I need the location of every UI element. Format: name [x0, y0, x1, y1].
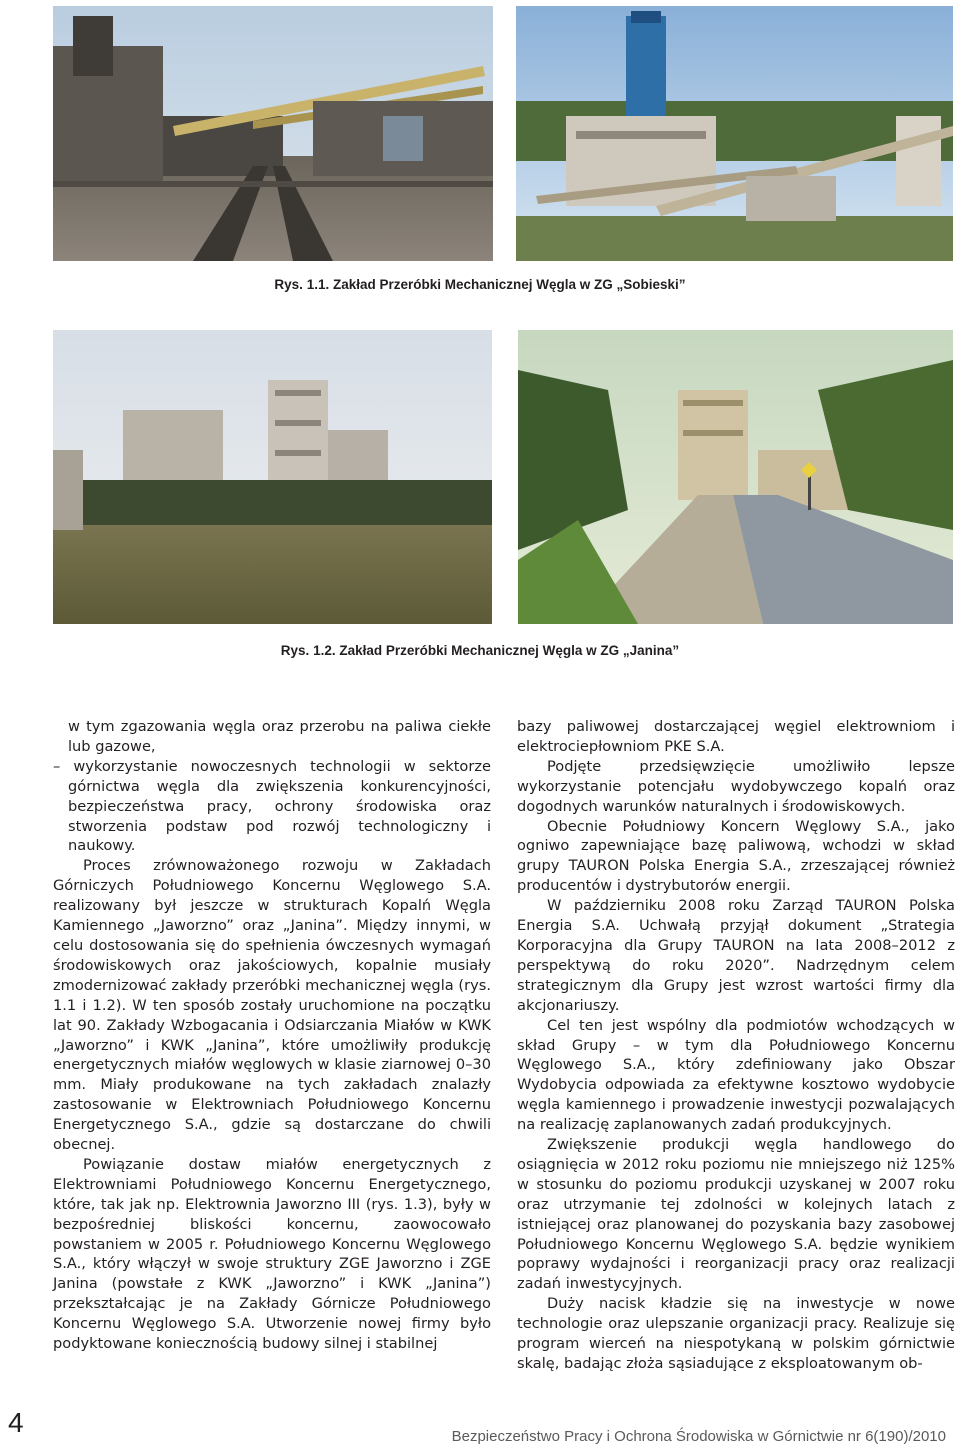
photo-janina-plant-right [518, 330, 953, 624]
bullet-item: – wykorzystanie nowoczesnych technologii w sektorze górnictwa węgla dla zwiększenia konkurencyjności, bezpieczeństwa pracy, ochrony środowiska oraz stworzenia podstaw pod rozwój technologiczny i naukowy. [53, 757, 491, 855]
paragraph: Obecnie Południowy Koncern Węglowy S.A., jako ogniwo zapewniające bazę paliwową, wchodzi w skład grupy TAURON Polska Energia S.A., zrzeszającej również producentów i dystrybutorów energii. [517, 817, 955, 895]
paragraph: w tym zgazowania węgla oraz przerobu na paliwa ciekłe lub gazowe, [68, 718, 491, 755]
paragraph: bazy paliwowej dostarczającej węgiel elektrowniom i elektrociepłowniom PKE S.A. [517, 718, 955, 755]
journal-footer: Bezpieczeństwo Pracy i Ochrona Środowiska w Górnictwie nr 6(190)/2010 [451, 1428, 946, 1445]
paragraph: Proces zrównoważonego rozwoju w Zakładach Górniczych Południowego Koncernu Węglowego S.A. realizowany był jeszcze w strukturach Kopalń Węgla Kamiennego „Jaworzno” oraz „Janina”. Między innymi, w celu dostosowania się do spełnienia ówczesnych wymagań środowiskowych oraz jakościowych, kopalnie musiały zmodernizować zakłady przeróbki mechanicznej węgla (rys. 1.1 i 1.2). W ten sposób zostały uruchomione na początku lat 90. Zakłady Wzbogacania i Odsiarczania Miałów w KWK „Jaworzno” i KWK „Janina”, które umożliwiły produkcję energetycznych miałów węglowych w klasie ziarnowej 0–30 mm. Miały produkowane na tych zakładach znalazły zastosowanie w Elektrowniach Południowego Koncernu Energetycznego S.A., gdzie są dostarczane do chwili obecnej. [53, 857, 491, 1154]
photo-sobieski-plant-right [516, 6, 953, 261]
left-text-column [53, 717, 491, 1354]
right-text-column [517, 717, 955, 1374]
paragraph: Podjęte przedsięwzięcie umożliwiło lepsze wykorzystanie potencjału wydobywczego kopalń oraz dogodnych warunków naturalnych i środowiskowych. [517, 757, 955, 815]
paragraph: Cel ten jest wspólny dla podmiotów wchodzących w skład Grupy – w tym dla Południowego Koncernu Węglowego S.A., który zdefiniowany jako Obszar Wydobycia odpowiada za efektywne kosztowo wydobycie węgla kamiennego i prowadzenie inwestycji pozwalających na realizację zaplanowanych zadań produkcyjnych. [517, 1016, 955, 1134]
page-number: 4 [8, 1407, 24, 1438]
paragraph: Zwiększenie produkcji węgla handlowego do osiągnięcia w 2012 roku poziomu nie mniejszego niż 125% w stosunku do poziomu produkcji uzyskanej w 2007 roku oraz utrzymanie tej zdolności w kolejnych latach z istniejącej oraz planowanej do pozyskania bazy zasobowej Południowego Koncernu Węglowego S.A. będzie wynikiem poprawy wydajności i reorganizacji pracy oraz realizacji zadań inwestycyjnych. [517, 1136, 955, 1293]
paragraph: Powiązanie dostaw miałów energetycznych z Elektrowniami Południowego Koncernu Energetycznego, które, tak jak np. Elektrownia Jaworzno III (rys. 1.3), były w bezpośredniej bliskości koncernu, zaowocowało powstaniem w 2005 r. Południowego Koncernu Węglowego S.A., który włączył w swoje struktury ZGE Jaworzno i ZGE Janina (powstałe z KWK „Jaworzno” i KWK „Janina”) przekształcając je na Zakłady Górnicze Południowego Koncernu Węglowego S.A. Utworzenie nowej firmy było podyktowane koniecznością budowy silnej i stabilnej [53, 1155, 491, 1353]
photo-janina-plant-left [53, 330, 492, 624]
paragraph: W październiku 2008 roku Zarząd TAURON Polska Energia S.A. Uchwałą przyjął dokument „Strategia Korporacyjna dla Grupy TAURON na lata 2008–2012 z perspektywą do roku 2020”. Nadrzędnym celem strategicznym dla Grupy jest wzrost wartości firmy dla akcjonariuszy. [517, 897, 955, 1014]
photo-sobieski-plant-left [53, 6, 493, 261]
paragraph: Duży nacisk kładzie się na inwestycje w nowe technologie oraz ulepszanie organizacji pracy. Realizuje się program wierceń na niespotykaną w polskim górnictwie skalę, badając złoża sąsiadujące z eksploatowanym ob- [517, 1295, 955, 1372]
figure-caption-1-2: Rys. 1.2. Zakład Przeróbki Mechanicznej Węgla w ZG „Janina” [280, 643, 680, 658]
figure-caption-1-1: Rys. 1.1. Zakład Przeróbki Mechanicznej Węgla w ZG „Sobieski” [274, 277, 686, 292]
